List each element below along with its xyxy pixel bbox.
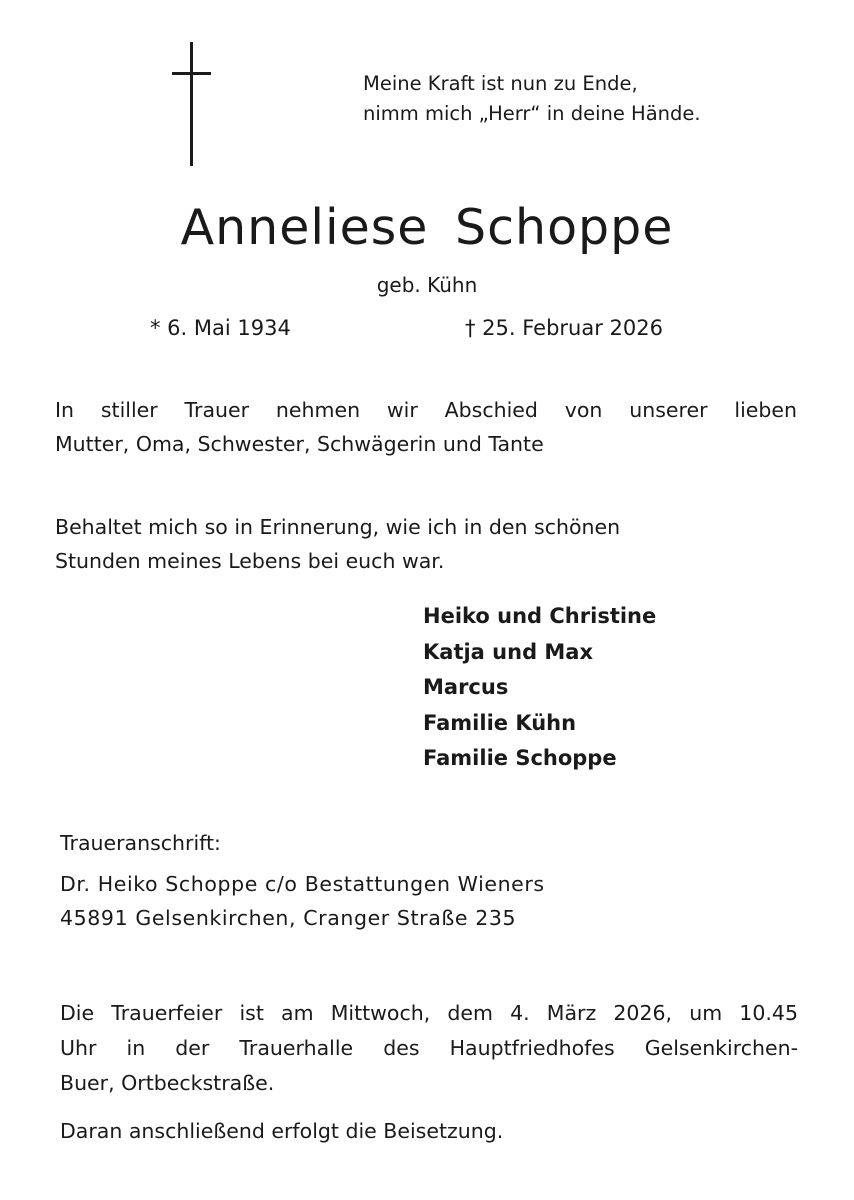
mourner-item: Familie Schoppe: [423, 746, 617, 770]
mourner-item: Marcus: [423, 675, 509, 699]
motto-verse: [363, 69, 701, 129]
mourning-address-label: Traueranschrift:: [60, 831, 221, 855]
remembrance-line-1: Behaltet mich so in Erinnerung, wie ich in den schönen: [55, 515, 621, 539]
remembrance-line-2: Stunden meines Lebens bei euch war.: [55, 549, 445, 573]
intro-line-1: In stiller Trauer nehmen wir Abschied von unserer lieben: [55, 398, 797, 422]
ceremony-paragraph: [60, 996, 798, 1101]
maiden-name: geb. Kühn: [376, 273, 478, 297]
address-line-2: 45891 Gelsenkirchen, Cranger Straße 235: [60, 906, 517, 930]
mourner-item: Familie Kühn: [423, 710, 577, 735]
birth-date: * 6. Mai 1934: [150, 316, 291, 340]
ceremony-line-3: Buer, Ortbeckstraße.: [60, 1071, 275, 1095]
intro-line-2: Mutter, Oma, Schwester, Schwägerin und Tante: [55, 432, 544, 456]
motto-line-1: Meine Kraft ist nun zu Ende,: [363, 72, 638, 95]
deceased-name: Anneliese Schoppe: [180, 199, 674, 256]
mourner-item: Heiko und Christine: [423, 604, 657, 628]
ceremony-line-2: Uhr in der Trauerhalle des Hauptfriedhofes Gelsenkirchen-: [60, 1036, 798, 1060]
death-date: † 25. Februar 2026: [465, 316, 663, 340]
intro-paragraph: [55, 393, 797, 461]
motto-line-2: nimm mich „Herr“ in deine Hände.: [363, 102, 701, 125]
remembrance-paragraph: [55, 510, 797, 578]
address-line-1: Dr. Heiko Schoppe c/o Bestattungen Wieners: [60, 872, 545, 896]
cross-icon: [172, 42, 212, 166]
mourning-address: [60, 867, 545, 935]
mourner-item: Katja und Max: [423, 639, 594, 664]
closing-sentence: Daran anschließend erfolgt die Beisetzung.: [60, 1119, 504, 1143]
ceremony-line-1: Die Trauerfeier ist am Mittwoch, dem 4. März 2026, um 10.45: [60, 1001, 798, 1025]
mourners-list: [423, 599, 656, 777]
